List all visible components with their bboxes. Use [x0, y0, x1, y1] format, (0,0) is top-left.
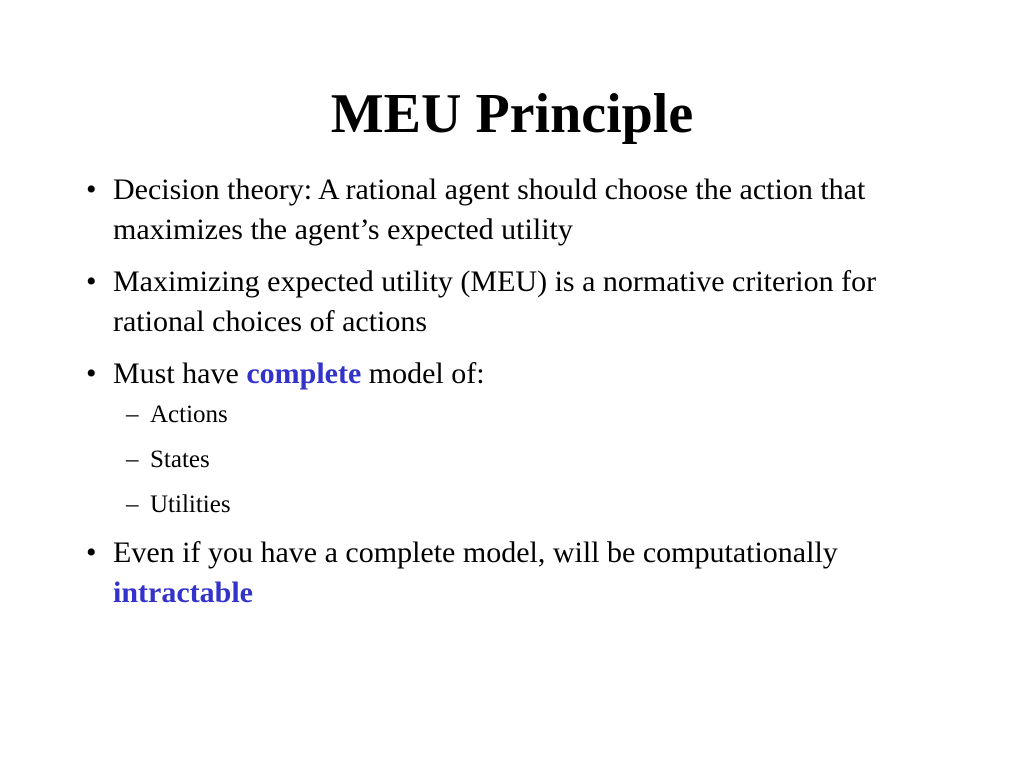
bullet-text: Decision theory: A rational agent should choose the action that maximizes the agent’s expected utility — [113, 173, 866, 246]
bullet-item — [86, 354, 966, 521]
sub-bullet-list — [113, 398, 966, 521]
sub-bullet-marker: – — [126, 446, 139, 473]
sub-bullet-marker: – — [126, 491, 139, 518]
emphasis-intractable: intractable — [113, 576, 253, 609]
sub-bullet-states — [126, 443, 966, 476]
sub-bullet-marker: – — [126, 401, 139, 428]
bullet-text-prefix: Must have — [113, 357, 247, 390]
bullet-text: Maximizing expected utility (MEU) is a normative criterion for rational choices of actions — [113, 265, 877, 338]
bullet-item — [86, 533, 966, 613]
bullet-list — [86, 170, 966, 625]
bullet-marker: • — [86, 536, 97, 569]
bullet-item — [86, 170, 966, 250]
bullet-item — [86, 262, 966, 342]
bullet-text: Even if you have a complete model, will be computationally — [113, 536, 838, 569]
sub-bullet-text: States — [150, 446, 210, 473]
sub-bullet-utilities — [126, 488, 966, 521]
sub-bullet-text: Utilities — [150, 491, 231, 518]
sub-bullet-text: Actions — [150, 401, 228, 428]
bullet-marker: • — [86, 357, 97, 390]
bullet-marker: • — [86, 173, 97, 206]
bullet-text-suffix: model of: — [361, 357, 485, 390]
slide-title: MEU Principle — [330, 83, 694, 145]
sub-bullet-actions — [126, 398, 966, 431]
emphasis-complete: complete — [246, 357, 362, 390]
bullet-marker: • — [86, 265, 97, 298]
